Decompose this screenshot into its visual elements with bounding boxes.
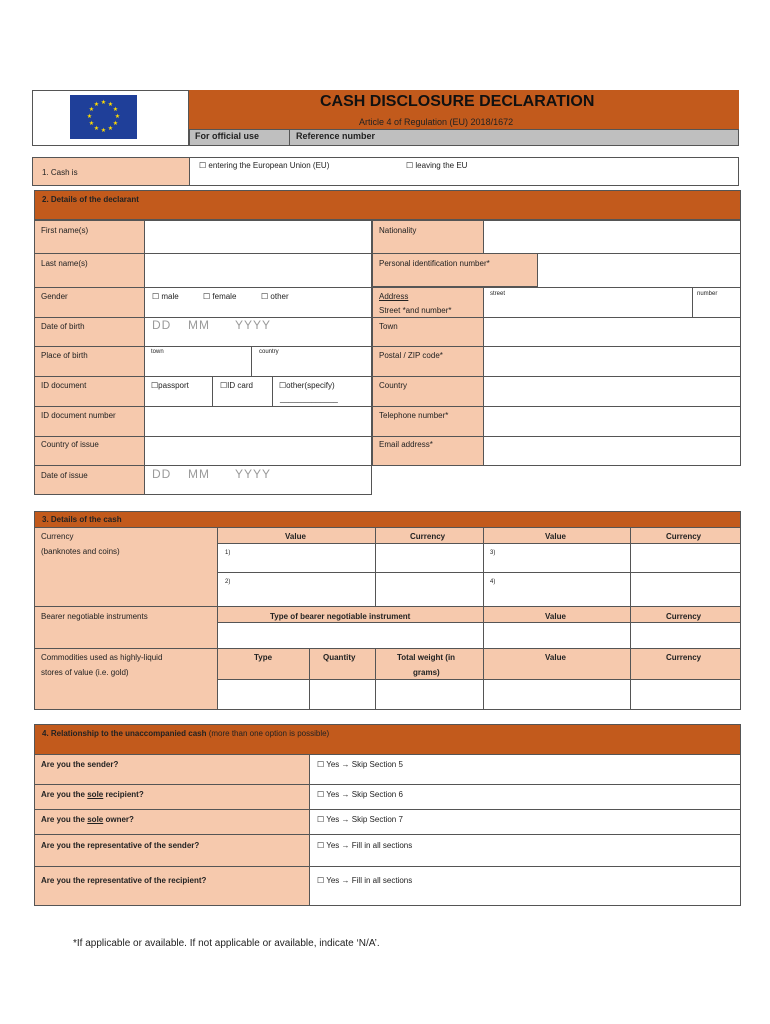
cash-currency-header-2: Currency [666, 532, 702, 541]
row-line [34, 784, 741, 785]
dob-label: Date of birth [41, 322, 85, 331]
id-other-checkbox[interactable]: ☐other(specify) [279, 381, 335, 390]
svg-text:★: ★ [93, 101, 100, 108]
last-name-label: Last name(s) [41, 259, 88, 268]
gender-other-checkbox[interactable]: ☐ other [261, 292, 289, 301]
q-rep-recipient: Are you the representative of the recipient? [41, 876, 207, 885]
pin-field[interactable] [540, 255, 739, 286]
official-use-bar [189, 129, 739, 146]
comm-grid [217, 679, 741, 710]
official-use-label: For official use [195, 131, 260, 141]
row-line [372, 406, 741, 407]
commodities-label-1: Commodities used as highly-liquid [41, 653, 163, 662]
row-line [34, 834, 741, 835]
svg-text:★: ★ [93, 125, 100, 132]
row-line [34, 287, 372, 288]
svg-text:★: ★ [112, 120, 119, 127]
id-number-label: ID document number [41, 411, 116, 420]
id-passport-checkbox[interactable]: ☐passport [151, 381, 189, 390]
row-line [372, 346, 741, 347]
q-rep-sender: Are you the representative of the sender? [41, 841, 200, 850]
col-line [630, 527, 631, 607]
eu-flag-icon [70, 95, 137, 139]
svg-text:★: ★ [86, 113, 93, 120]
a-sole-owner-checkbox[interactable]: ☐ Yes → Skip Section 7 [317, 815, 403, 824]
dob-mm-placeholder[interactable]: MM [188, 318, 210, 332]
svg-text:★: ★ [114, 113, 121, 120]
cash-value-header-1: Value [285, 532, 306, 541]
section2-title: 2. Details of the declarant [42, 195, 139, 204]
row-line [372, 376, 741, 377]
pin-label: Personal identification number* [379, 259, 490, 268]
row-line [34, 253, 372, 254]
svg-text:★: ★ [100, 127, 107, 134]
comm-quantity-header: Quantity [323, 653, 356, 662]
row-line [34, 376, 372, 377]
col-line [309, 648, 310, 710]
dob-dd-placeholder[interactable]: DD [152, 318, 172, 332]
row-line [34, 606, 218, 607]
row-line [34, 648, 218, 649]
row-line [372, 287, 741, 288]
street-number-divider [692, 287, 693, 317]
bni-currency-header: Currency [666, 612, 702, 621]
cash-leaving-checkbox[interactable]: ☐ leaving the EU [406, 161, 468, 170]
cash-grid [217, 543, 741, 607]
email-label: Email address* [379, 440, 433, 449]
cash-row-3-num: 3) [490, 550, 496, 556]
email-field[interactable] [485, 438, 739, 464]
cash-currency-header-1: Currency [410, 532, 446, 541]
a-sole-recipient-checkbox[interactable]: ☐ Yes → Skip Section 6 [317, 790, 403, 799]
reference-number-label: Reference number [296, 131, 376, 141]
telephone-label: Telephone number* [379, 411, 449, 420]
town-field[interactable] [485, 319, 739, 345]
country-label: Country [379, 381, 408, 390]
dob-yyyy-placeholder[interactable]: YYYY [235, 318, 272, 332]
id-doc-label: ID document [41, 381, 87, 390]
pob-divider [251, 346, 252, 376]
row-line [34, 809, 741, 810]
id-doc-divider [272, 376, 273, 406]
cash-entering-checkbox[interactable]: ☐ entering the European Union (EU) [199, 161, 330, 170]
comm-weight-header-1: Total weight (in [397, 653, 456, 662]
q-sole-owner: Are you the sole owner? [41, 815, 134, 824]
bni-type-header: Type of bearer negotiable instrument [270, 612, 411, 621]
comm-type-header: Type [254, 653, 273, 662]
id-number-field[interactable] [146, 408, 370, 435]
q-sole-recipient: Are you the sole recipient? [41, 790, 144, 799]
row-line [34, 465, 372, 466]
col-line [375, 648, 376, 710]
comm-value-header: Value [545, 653, 566, 662]
street-caption: street [490, 291, 506, 297]
cash-value-header-2: Value [545, 532, 566, 541]
footnote: *If applicable or available. If not applicable or available, indicate ‘N/A’. [73, 938, 380, 949]
q-sender: Are you the sender? [41, 760, 119, 769]
row-line [217, 572, 741, 573]
row-line [34, 436, 372, 437]
nationality-label: Nationality [379, 226, 417, 235]
gender-male-checkbox[interactable]: ☐ male [152, 292, 179, 301]
svg-text:★: ★ [88, 120, 95, 127]
section3-header [34, 511, 741, 528]
a-sender-checkbox[interactable]: ☐ Yes → Skip Section 5 [317, 760, 403, 769]
section4-title [42, 729, 329, 739]
col-line [375, 527, 376, 607]
doi-dd-placeholder[interactable]: DD [152, 467, 172, 481]
id-card-checkbox[interactable]: ☐ID card [220, 381, 253, 390]
official-use-divider [289, 129, 290, 146]
row-line [372, 317, 741, 318]
currency-label: Currency [41, 532, 74, 541]
svg-text:★: ★ [88, 106, 95, 113]
country-field[interactable] [485, 378, 739, 405]
first-name-field[interactable] [146, 222, 370, 252]
section1-label: 1. Cash is [42, 168, 78, 177]
col-line [630, 606, 631, 649]
a-rep-recipient-checkbox[interactable]: ☐ Yes → Fill in all sections [317, 876, 413, 885]
doi-mm-placeholder[interactable]: MM [188, 467, 210, 481]
cash-row-4-num: 4) [490, 579, 496, 585]
col-line [483, 527, 484, 607]
comm-currency-header: Currency [666, 653, 702, 662]
row-line [34, 346, 372, 347]
svg-text:★: ★ [100, 99, 107, 106]
postal-label: Postal / ZIP code* [379, 351, 443, 360]
id-doc-divider [212, 376, 213, 406]
commodities-label-2: stores of value (i.e. gold) [41, 668, 129, 677]
comm-weight-header-2: grams) [413, 668, 440, 677]
section2-header [34, 190, 741, 220]
section3-title: 3. Details of the cash [42, 515, 122, 524]
section4-title-bold: 4. Relationship to the unaccompanied cash [42, 729, 207, 738]
doi-yyyy-placeholder[interactable]: YYYY [235, 467, 272, 481]
row-line [372, 436, 741, 437]
address-label: Address [379, 292, 409, 301]
row-line [34, 406, 372, 407]
comm-col-header [217, 648, 741, 680]
gender-label: Gender [41, 292, 68, 301]
row-line [372, 253, 741, 254]
pob-town-caption: town [151, 349, 164, 355]
page-subtitle: Article 4 of Regulation (EU) 2018/1672 [359, 117, 514, 127]
col-line [483, 648, 484, 710]
country-issue-label: Country of issue [41, 440, 99, 449]
bni-value-header: Value [545, 612, 566, 621]
svg-text:★: ★ [107, 125, 114, 132]
svg-text:★: ★ [112, 106, 119, 113]
cash-row-2-num: 2) [225, 579, 231, 585]
pob-country-caption: country [259, 349, 279, 355]
nationality-field[interactable] [485, 222, 739, 252]
street-number-label: Street *and number* [379, 306, 452, 315]
number-caption: number [697, 291, 718, 297]
page-title: CASH DISCLOSURE DECLARATION [320, 93, 595, 110]
first-name-label: First name(s) [41, 226, 89, 235]
gender-female-checkbox[interactable]: ☐ female [203, 292, 237, 301]
row-line [34, 866, 741, 867]
bni-label: Bearer negotiable instruments [41, 612, 148, 621]
currency-sublabel: (banknotes and coins) [41, 547, 120, 556]
col-line [630, 648, 631, 710]
cash-row-1-num: 1) [225, 550, 231, 556]
date-issue-label: Date of issue [41, 471, 88, 480]
section4-title-note: (more than one option is possible) [206, 729, 330, 738]
col-line [483, 606, 484, 649]
a-rep-sender-checkbox[interactable]: ☐ Yes → Fill in all sections [317, 841, 413, 850]
town-label: Town [379, 322, 398, 331]
svg-text:★: ★ [107, 101, 114, 108]
bni-grid [217, 622, 741, 649]
country-issue-field[interactable] [146, 438, 370, 464]
last-name-field[interactable] [146, 255, 370, 286]
telephone-field[interactable] [485, 408, 739, 435]
pob-label: Place of birth [41, 351, 88, 360]
id-other-line[interactable]: _____________ [280, 394, 338, 403]
postal-field[interactable] [485, 348, 739, 375]
